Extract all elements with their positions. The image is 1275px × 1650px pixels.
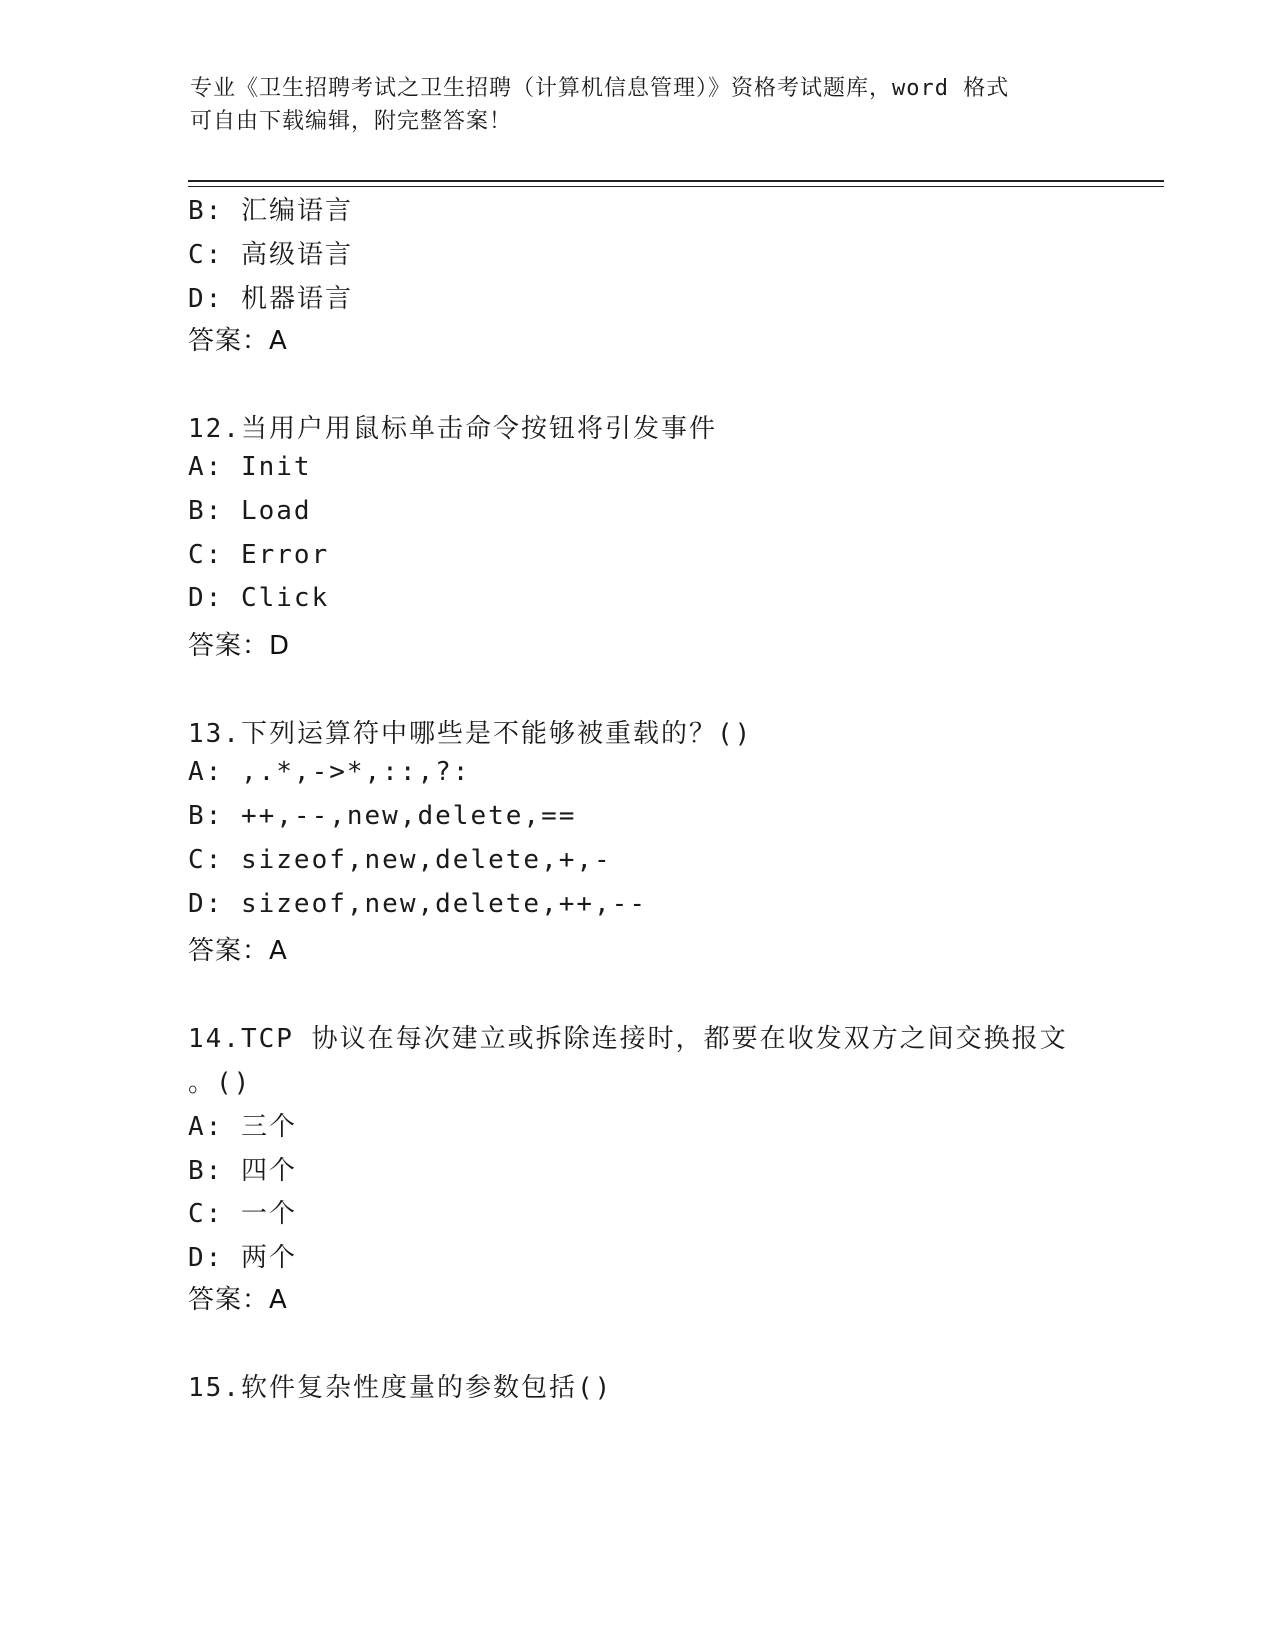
document-header (190, 72, 1090, 138)
q14-option-c: C: 一个 (188, 1199, 297, 1229)
header-divider-bottom (188, 186, 1164, 187)
q11-answer: 答案：A (188, 326, 288, 356)
q12-option-a: A: Init (188, 452, 312, 482)
q11-option-d: D: 机器语言 (188, 284, 353, 314)
q12-option-c: C: Error (188, 540, 330, 570)
header-title-line-1: 专业《卫生招聘考试之卫生招聘（计算机信息管理）》资格考试题库，word 格式 (190, 76, 1010, 101)
q14-answer: 答案：A (188, 1285, 288, 1315)
q14-question-line-1: 14.TCP 协议在每次建立或拆除连接时，都要在收发双方之间交换报文 (188, 1024, 1068, 1054)
q14-option-d: D: 两个 (188, 1243, 297, 1273)
q13-option-b: B: ++,--,new,delete,== (188, 801, 577, 831)
q14-option-b: B: 四个 (188, 1156, 297, 1186)
header-title-line-2: 可自由下载编辑，附完整答案！ (190, 109, 513, 134)
q12-option-d: D: Click (188, 583, 330, 613)
header-divider-top (188, 180, 1164, 182)
q14-question-line-2: 。() (188, 1068, 252, 1098)
q13-answer: 答案：A (188, 936, 288, 966)
q13-option-a: A: ,.*,->*,::,?: (188, 757, 471, 787)
q14-option-a: A: 三个 (188, 1112, 297, 1142)
q12-option-b: B: Load (188, 496, 312, 526)
q13-option-c: C: sizeof,new,delete,+,- (188, 845, 612, 875)
q12-question: 12.当用户用鼠标单击命令按钮将引发事件 (188, 414, 717, 444)
q13-option-d: D: sizeof,new,delete,++,-- (188, 889, 647, 919)
q11-option-b: B: 汇编语言 (188, 196, 353, 226)
q15-question: 15.软件复杂性度量的参数包括() (188, 1373, 613, 1403)
q11-option-c: C: 高级语言 (188, 240, 353, 270)
q13-question: 13.下列运算符中哪些是不能够被重载的？() (188, 719, 753, 749)
q12-answer: 答案：D (188, 631, 291, 661)
